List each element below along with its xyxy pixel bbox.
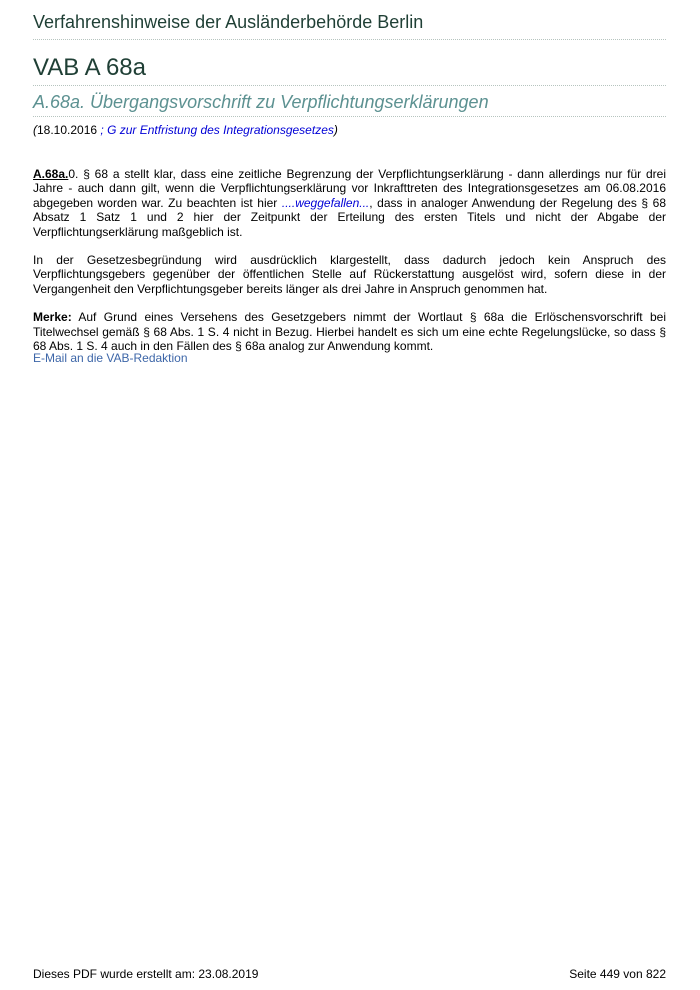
meta-separator: ; <box>97 123 108 137</box>
paragraph-1-text-a: 0. § 68 a stellt klar, dass eine zeitliche Begrenzung der Verpflichtungserklärung - dann allerdings nur für drei Jahre - auch dann gilt, wenn die Verpflichtungserklärung vor Inkrafttreten des Integrationsgesetzes am 06.08.2016 abgegeben worden war. Zu beachten ist hier <box>33 167 666 210</box>
paragraph-1 <box>33 167 666 239</box>
weggefallen-link[interactable]: ....weggefallen... <box>281 195 370 210</box>
law-link[interactable]: G zur Entfristung des Integrationsgesetzes <box>107 123 334 137</box>
section-title: A.68a. Übergangsvorschrift zu Verpflichtungserklärungen <box>33 92 666 117</box>
paragraph-3 <box>33 310 666 353</box>
paragraph-2: In der Gesetzesbegründung wird ausdrücklich klargestellt, dass dadurch jedoch kein Anspruch des Verpflichtungsgebers gegenüber der öffentlichen Stelle auf Rückerstattung ausgelöst wird, sofern diese in der Vergangenheit den Verpflichtungsgeber bereits länger als drei Jahre in Anspruch genommen hat. <box>33 253 666 296</box>
paragraph-3-text: Auf Grund eines Versehens des Gesetzgebers nimmt der Wortlaut § 68a die Erlöschensvorschrift bei Titelwechsel gemäß § 68 Abs. 1 S. 4 nicht in Bezug. Hierbei handelt es sich um eine echte Regelungslücke, so dass § 68 Abs. 1 S. 4 auch in den Fällen des § 68a analog zur Anwendung kommt. <box>33 310 666 354</box>
email-editorial-link[interactable]: E-Mail an die VAB-Redaktion <box>33 351 188 365</box>
meta-open-paren: ( <box>33 123 37 137</box>
meta-date: 18.10.2016 <box>37 123 98 137</box>
meta-close-paren: ) <box>333 123 338 137</box>
merke-label: Merke: <box>33 310 72 325</box>
paragraph-anchor: A.68a. <box>33 167 69 181</box>
document-title: VAB A 68a <box>33 54 666 86</box>
footer-created-date: Dieses PDF wurde erstellt am: 23.08.2019 <box>33 967 259 981</box>
page-header: Verfahrenshinweise der Ausländerbehörde Berlin <box>33 12 666 40</box>
paragraph-1-text-b: , dass in analoger Anwendung der Regelung des § 68 Absatz 1 Satz 1 und 2 hier der Zeitpunkt der Erteilung des ersten Titels und nicht der Abgabe der Verpflichtungserklärung maßgeblich ist. <box>33 195 666 239</box>
footer-page-number: Seite 449 von 822 <box>569 967 666 981</box>
document-body <box>33 167 666 367</box>
document-meta <box>33 123 338 137</box>
